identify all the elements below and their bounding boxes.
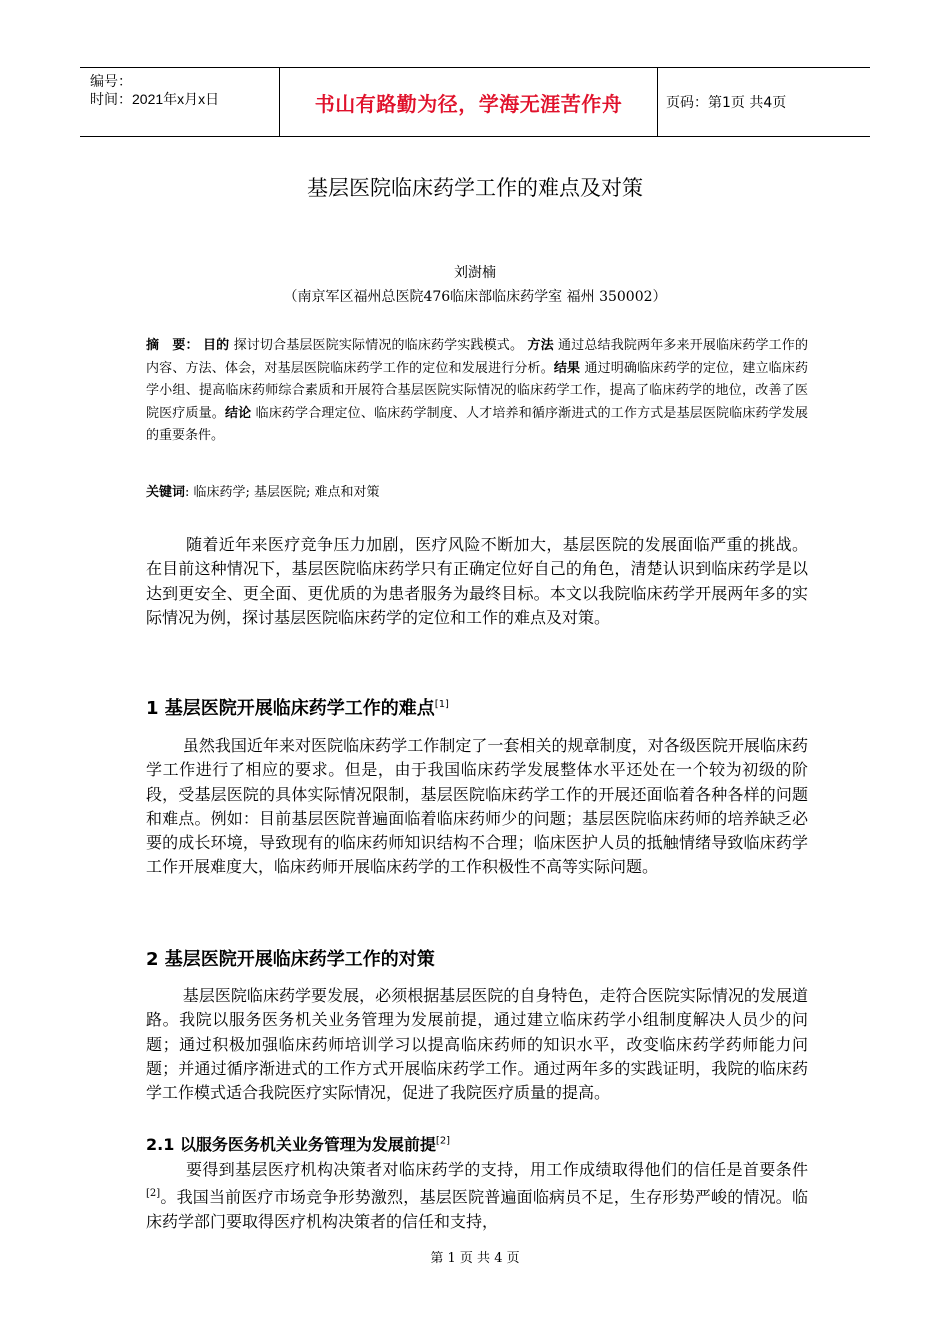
affiliation: （南京军区福州总医院476临床部临床药学室 福州 350002） [283, 289, 667, 305]
result-label: 结果 [553, 360, 581, 376]
section2-heading: 2 基层医院开展临床药学工作的对策 [146, 949, 435, 970]
section2-paragraph: 基层医院临床药学要发展，必须根据基层医院的自身特色，走符合医院实际情况的发展道路。我院以服务医务机关业务管理为发展前提，通过建立临床药学小组制度解决人员少的问题；通过积极加强临床药师培训学习以提高临床药师的知识水平，改变临床药学药师能力问题；并通过循序渐进式的工作方式开展临床药学工作。通过两年多的实践证明，我院的临床药学工作模式适合我院医疗实际情况，促进了我院医疗质量的提高。 [146, 986, 808, 1103]
abstract [146, 335, 808, 448]
method-text: 通过总结我院两年多来开展临床药学工作的内容、方法、体会，对基层医院临床药学工作的定位和发展进行分析。 [146, 338, 808, 376]
author: 刘澍楠 [454, 265, 496, 281]
conclusion-text: 临床药学合理定位、临床药学制度、人才培养和循序渐进式的工作方式是基层医院临床药学发展的重要条件。 [146, 405, 808, 443]
section21-text-b: 。我国当前医疗市场竞争形势激烈，基层医院普遍面临病员不足，生存形势严峻的情况。临床药学部门要取得医疗机构决策者的信任和支持， [146, 1187, 808, 1231]
section1-title: 1 基层医院开展临床药学工作的难点 [146, 698, 435, 719]
keywords-label: 关键词 [146, 485, 186, 500]
number-label: 编号： [90, 73, 132, 89]
abstract-label: 摘 要： [146, 338, 199, 353]
intro-paragraph: 随着近年来医疗竞争压力加剧，医疗风险不断加大，基层医院的发展面临严重的挑战。在目前这种情况下，基层医院临床药学只有正确定位好自己的角色，清楚认识到临床药学是以达到更安全、更全面、更优质的为患者服务为最终目标。本文以我院临床药学开展两年多的实际情况为例，探讨基层医院临床药学的定位和工作的难点及对策。 [146, 535, 808, 627]
time-label: 时间：2021年x月x日 [90, 91, 220, 107]
result-text: 通过明确临床药学的定位，建立临床药学小组、提高临床药师综合素质和开展符合基层医院实际情况的临床药学工作，提高了临床药学的地位，改善了医院医疗质量。 [146, 360, 808, 421]
objective-label: 目的 [202, 338, 230, 353]
header-table [80, 67, 870, 137]
section21-heading [146, 1132, 450, 1155]
motto: 书山有路勤为径，学海无涯苦作舟 [314, 91, 623, 116]
section1-heading [146, 694, 449, 720]
section21-title: 2.1 以服务医务机关业务管理为发展前提 [146, 1135, 436, 1154]
keywords [146, 482, 808, 504]
header-page-cell [658, 68, 870, 136]
page-footer: 第 1 页 共 4 页 [430, 1251, 520, 1266]
page-info: 页码：第1页 共4页 [666, 95, 787, 111]
article-title: 基层医院临床药学工作的难点及对策 [307, 176, 643, 200]
objective-text: 探讨切合基层医院实际情况的临床药学实践模式。 [229, 338, 528, 353]
section21-ref: [2] [435, 1135, 451, 1147]
section21-text-a: 要得到基层医疗机构决策者对临床药学的支持，用工作成绩取得他们的信任是首要条件 [186, 1160, 808, 1179]
header-meta [80, 68, 280, 136]
section21-paragraph [146, 1158, 808, 1234]
conclusion-label: 结论 [224, 405, 252, 421]
method-label: 方法 [527, 338, 554, 353]
section1-paragraph: 虽然我国近年来对医院临床药学工作制定了一套相关的规章制度，对各级医院开展临床药学工作进行了相应的要求。但是，由于我国临床药学发展整体水平还处在一个较为初级的阶段，受基层医院的具体实际情况限制，基层医院临床药学工作的开展还面临着各种各样的问题和难点。例如：目前基层医院普遍面临着临床药师少的问题；基层医院临床药师的培养缺乏必要的成长环境，导致现有的临床药师知识结构不合理；临床医护人员的抵触情绪导致临床药学工作开展难度大，临床药师开展临床药学的工作积极性不高等实际问题。 [146, 736, 808, 877]
header-motto-cell [280, 68, 658, 136]
keywords-text: : 临床药学; 基层医院; 难点和对策 [185, 485, 380, 500]
section21-text-ref: [2] [146, 1188, 161, 1200]
section1-ref: [1] [434, 699, 449, 710]
